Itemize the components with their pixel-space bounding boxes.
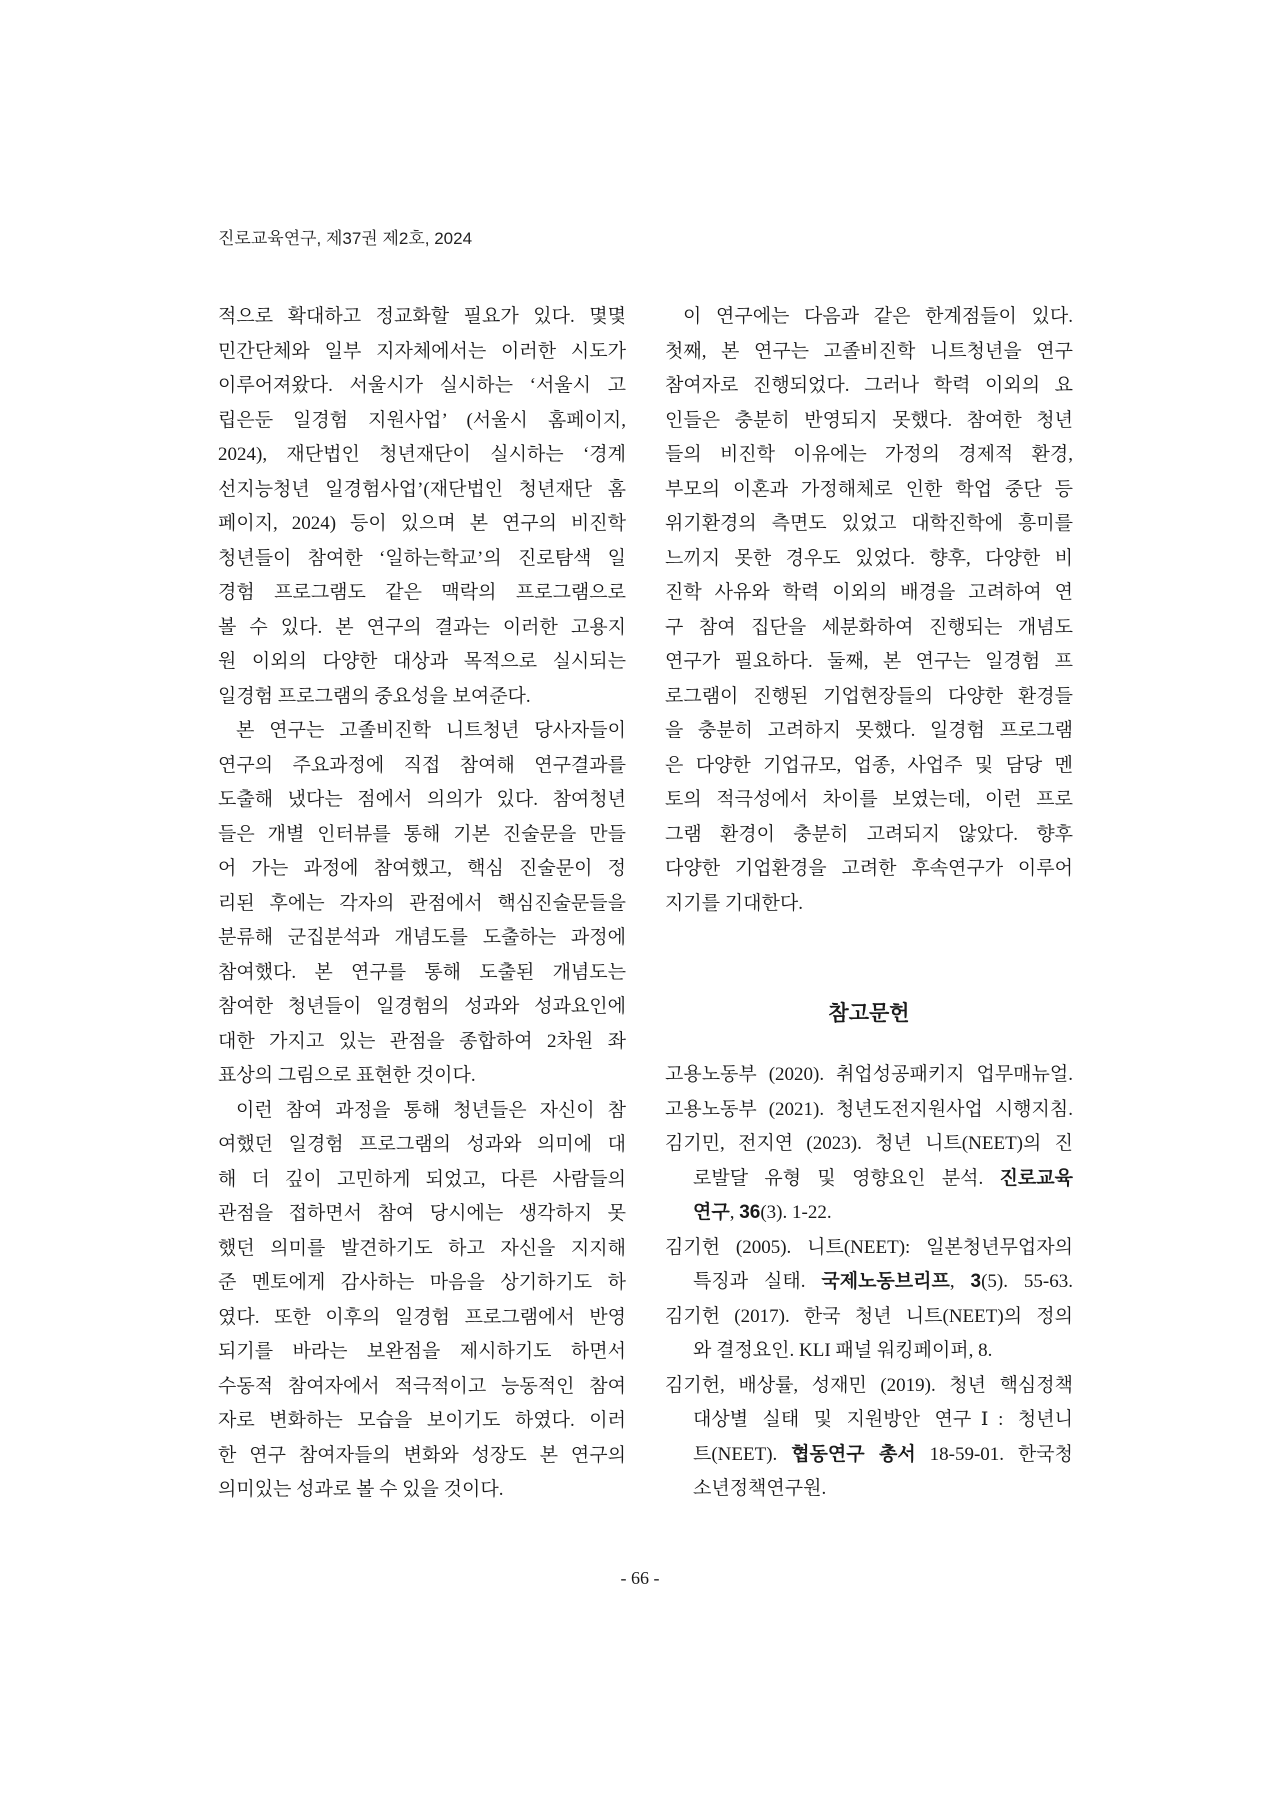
text-line: 청년들이 참여한 ‘일하는학교’의 진로탐색 일	[218, 547, 626, 569]
text-segment: ,	[729, 1202, 740, 1223]
text-segment: 로발달 유형 및 영향요인 분석.	[693, 1167, 1000, 1189]
reference-line	[665, 1403, 1073, 1438]
text-line: 선지능청년 일경험사업’(재단법인 청년재단 홈	[218, 478, 626, 500]
text-line: 대한 가지고 있는 관점을 종합하여 2차원 좌	[218, 1030, 626, 1052]
text-segment: 고용노동부 (2021). 청년도전지원사업 시행지침.	[665, 1098, 1073, 1120]
reference-line	[665, 1369, 1073, 1404]
text-line: 한 연구 참여자들의 변화와 성장도 본 연구의	[218, 1444, 626, 1466]
bold-title-segment: 국제노동브리프	[821, 1271, 950, 1292]
text-line: 준 멘토에게 감사하는 마음을 상기하기도 하	[218, 1272, 626, 1293]
text-line: 로그램이 진행된 기업현장들의 다양한 환경들	[665, 685, 1073, 707]
text-line: 도출해 냈다는 점에서 의의가 있다. 참여청년	[218, 789, 626, 810]
text-line: 해 더 깊이 고민하게 되었고, 다른 사람들의	[218, 1168, 626, 1190]
bold-title-segment: 36	[739, 1202, 761, 1223]
text-line: 구 참여 집단을 세분화하여 진행되는 개념도	[665, 616, 1073, 638]
text-line: 어 가는 과정에 참여했고, 핵심 진술문이 정	[218, 858, 626, 879]
text-line: 참여한 청년들이 일경험의 성과와 성과요인에	[218, 996, 626, 1017]
text-line: 리된 후에는 각자의 관점에서 핵심진술문들을	[218, 892, 626, 914]
text-line: 2024), 재단법인 청년재단이 실시하는 ‘경계	[218, 444, 626, 465]
text-segment: 고용노동부 (2020). 취업성공패키지 업무매뉴얼.	[665, 1064, 1073, 1085]
text-line: 은 다양한 기업규모, 업종, 사업주 및 담당 멘	[665, 754, 1073, 776]
text-line: 지기를 기대한다.	[665, 892, 803, 914]
text-line: 경험 프로그램도 같은 맥락의 프로그램으로	[218, 582, 626, 603]
text-line: 들의 비진학 이유에는 가정의 경제적 환경,	[665, 444, 1073, 465]
reference-line	[665, 1334, 1073, 1369]
text-line: 본 연구는 고졸비진학 니트청년 당사자들이	[236, 720, 626, 741]
reference-line	[665, 1127, 1073, 1162]
text-segment: 18-59-01. 한국청	[915, 1443, 1073, 1465]
text-line: 였다. 또한 이후의 일경험 프로그램에서 반영	[218, 1306, 626, 1328]
bold-title-segment: 연구	[693, 1202, 730, 1223]
text-line: 을 충분히 고려하지 못했다. 일경험 프로그램	[665, 720, 1073, 741]
text-line: 들은 개별 인터뷰를 통해 기본 진술문을 만들	[218, 823, 626, 845]
text-line: 페이지, 2024) 등이 있으며 본 연구의 비진학	[218, 513, 626, 534]
text-line: 이루어져왔다. 서울시가 실시하는 ‘서울시 고	[218, 375, 626, 396]
text-segment: 대상별 실태 및 지원방안 연구Ⅰ: 청년니	[693, 1409, 1073, 1430]
text-line: 첫째, 본 연구는 고졸비진학 니트청년을 연구	[665, 340, 1073, 362]
reference-line	[665, 1472, 1073, 1507]
reference-line	[665, 1438, 1073, 1473]
reference-line	[665, 1300, 1073, 1335]
text-line: 참여했다. 본 연구를 통해 도출된 개념도는	[218, 961, 626, 983]
right-column	[665, 300, 1073, 1507]
text-line: 표상의 그림으로 표현한 것이다.	[218, 1065, 476, 1086]
reference-line	[665, 1231, 1073, 1266]
text-line: 적으로 확대하고 정교화할 필요가 있다. 몇몇	[218, 306, 626, 327]
text-segment: 트(NEET).	[693, 1443, 792, 1465]
reference-line	[665, 1058, 1073, 1093]
text-line: 관점을 접하면서 참여 당시에는 생각하지 못	[218, 1203, 626, 1224]
text-segment: 김기헌 (2017). 한국 청년 니트(NEET)의 정의	[665, 1305, 1073, 1327]
text-segment: ,	[949, 1271, 971, 1292]
text-line: 원 이외의 다양한 대상과 목적으로 실시되는	[218, 651, 626, 672]
text-line: 그램 환경이 충분히 고려되지 않았다. 향후	[665, 823, 1073, 845]
text-line: 볼 수 있다. 본 연구의 결과는 이러한 고용지	[218, 616, 626, 638]
text-line: 의미있는 성과로 볼 수 있을 것이다.	[218, 1479, 504, 1500]
text-segment: 소년정책연구원.	[693, 1478, 827, 1499]
left-column	[218, 300, 626, 1508]
text-line: 이 연구에는 다음과 같은 한계점들이 있다.	[683, 306, 1073, 327]
text-line: 자로 변화하는 모습을 보이기도 하였다. 이러	[218, 1410, 626, 1431]
text-line: 이런 참여 과정을 통해 청년들은 자신이 참	[236, 1099, 626, 1121]
references-heading: 참고문헌	[828, 1002, 910, 1025]
text-segment: 김기민, 전지연 (2023). 청년 니트(NEET)의 진	[665, 1133, 1073, 1154]
bold-title-segment: 진로교육	[999, 1167, 1073, 1189]
text-line: 위기환경의 측면도 있었고 대학진학에 흥미를	[665, 513, 1073, 534]
reference-line	[665, 1162, 1073, 1197]
reference-line	[665, 1093, 1073, 1128]
text-line: 분류해 군집분석과 개념도를 도출하는 과정에	[218, 927, 626, 948]
references-list	[665, 1058, 1073, 1507]
limitations-paragraph	[665, 300, 1073, 921]
text-line: 토의 적극성에서 차이를 보였는데, 이런 프로	[665, 789, 1073, 810]
text-segment: (5). 55-63.	[981, 1271, 1073, 1292]
text-segment: 특징과 실태.	[693, 1271, 822, 1292]
text-line: 느끼지 못한 경우도 있었다. 향후, 다양한 비	[665, 547, 1073, 569]
text-line: 다양한 기업환경을 고려한 후속연구가 이루어	[665, 858, 1073, 879]
text-line: 민간단체와 일부 지자체에서는 이러한 시도가	[218, 340, 626, 362]
text-line: 일경험 프로그램의 중요성을 보여준다.	[218, 685, 531, 707]
running-header: 진로교육연구, 제37권 제2호, 2024	[218, 229, 473, 248]
text-line: 인들은 충분히 반영되지 못했다. 참여한 청년	[665, 409, 1073, 431]
text-line: 연구의 주요과정에 직접 참여해 연구결과를	[218, 754, 626, 776]
text-line: 여했던 일경험 프로그램의 성과와 의미에 대	[218, 1134, 626, 1155]
text-line: 립은둔 일경험 지원사업’ (서울시 홈페이지,	[218, 409, 626, 431]
text-segment: 와 결정요인. KLI 패널 워킹페이퍼, 8.	[693, 1340, 993, 1361]
text-segment: 김기헌, 배상률, 성재민 (2019). 청년 핵심정책	[665, 1374, 1073, 1396]
text-line: 했던 의미를 발견하기도 하고 자신을 지지해	[218, 1237, 626, 1259]
text-line: 부모의 이혼과 가정해체로 인한 학업 중단 등	[665, 478, 1073, 500]
text-line: 되기를 바라는 보완점을 제시하기도 하면서	[218, 1341, 626, 1362]
reference-line	[665, 1196, 1073, 1231]
text-line: 참여자로 진행되었다. 그러나 학력 이외의 요	[665, 375, 1073, 396]
text-line: 연구가 필요하다. 둘째, 본 연구는 일경험 프	[665, 651, 1073, 672]
text-segment: 김기헌 (2005). 니트(NEET): 일본청년무업자의	[665, 1236, 1073, 1258]
page-number: - 66 -	[620, 1568, 660, 1588]
bold-title-segment: 3	[970, 1271, 982, 1292]
text-segment: (3). 1-22.	[760, 1202, 832, 1223]
text-line: 수동적 참여자에서 적극적이고 능동적인 참여	[218, 1375, 626, 1397]
reference-line	[665, 1265, 1073, 1300]
text-line: 진학 사유와 학력 이외의 배경을 고려하여 연	[665, 582, 1073, 603]
bold-title-segment: 협동연구 총서	[791, 1443, 916, 1465]
